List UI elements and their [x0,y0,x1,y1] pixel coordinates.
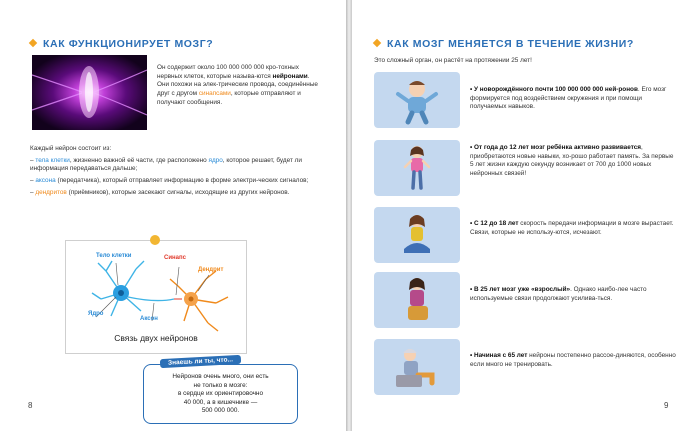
stage-text-4 [470,286,678,303]
label-nucleus: Ядро [88,311,104,317]
right-intro: Это сложный орган, он растёт на протяжении 25 лет! [374,57,532,64]
term-synapses: синапсами [198,90,231,98]
diagram-caption: Связь двух нейронов [114,333,198,343]
left-page [0,0,346,431]
stage-bold: 100 000 000 000 ней-ронов [555,86,638,93]
stage-card-elder [374,339,460,395]
intro-text-1: Он содержит около 100 000 000 000 кро-тохных нервных клеток, которые называ-ются [157,64,299,80]
fact-line: 40 000, а в кишечнике — [183,398,258,406]
part-text-end: , которое решает, будет ли информация передаваться дальше; [30,156,302,173]
stage-bold: Начиная с 65 лет [474,352,528,359]
right-page [352,0,699,431]
part-item [30,157,325,174]
neuron-glow-image [32,55,147,130]
fact-line: не только в мозге: [193,381,248,389]
part-text: , жизненно важной её части, где расположено [69,156,209,164]
stage-rest: нейроны постепенно рассое-диняются, особенно если много не тренировать. [470,352,676,368]
part-item [30,177,325,186]
fact-title: Знаешь ли ты, что... [160,355,241,368]
parts-intro: Каждый нейрон состоит из: [30,145,112,152]
adult-illustration [374,272,460,328]
fact-line: в сердце их ориентировочно [177,390,264,397]
stage-bold: С 12 до 18 лет [474,220,519,227]
neuron-parts [30,145,325,198]
page-number-right: 9 [664,401,669,410]
fact-line: 500 000 000. [201,407,240,414]
stage-rest: скорость передачи информации в мозге вырастает. Связи, которые не использу-ются, исчезают. [470,220,674,236]
teen-illustration [374,207,460,263]
term-cell-body: тела клетки [35,156,70,164]
stage-rest: . Его мозг формируется под воздействием окружения и при помощи получаемых навыков. [470,86,667,111]
stage-rest: , приобретаются новые навыки, хо-рошо работает память. За первые 5 лет жизни каждую секунду возникает от 700 до 1000 новых нейронных связей! [470,144,674,177]
stage-card-teen [374,207,460,263]
stage-lead: • [470,144,475,151]
fact-line: Нейронов очень много, они есть [172,373,269,380]
stage-text-1 [470,86,678,112]
term-neurons: нейронами [272,72,308,80]
right-heading-text: КАК МОЗГ МЕНЯЕТСЯ В ТЕЧЕНИЕ ЖИЗНИ? [387,38,634,50]
diamond-bullet-icon [373,39,381,47]
label-axon: Аксон [140,316,158,322]
stage-card-adult [374,272,460,328]
stage-bold: В 25 лет мозг уже «взрослый» [474,286,571,293]
fact-text [144,373,297,416]
stage-lead: • [470,286,475,293]
label-cell-body: Тело клетки [96,253,132,259]
part-item [30,189,325,198]
baby-illustration [374,72,460,128]
term-axon: аксона [35,177,56,185]
stage-lead: • [470,220,475,227]
part-dash: – [30,177,36,185]
stage-bold: От года до 12 лет мозг ребёнка активно развивается [474,144,642,151]
part-text: (передатчика), который отправляет информацию в форме электри-ческих сигналов; [55,177,309,185]
stage-text-2 [470,144,678,178]
elder-illustration [374,339,460,395]
fact-box [143,356,298,424]
diamond-bullet-icon [29,39,37,47]
stage-text-5 [470,352,678,369]
part-dash: – [30,188,36,196]
right-heading [374,38,634,50]
stage-rest: . Однако наибо-лее часто используемые связи продолжают усилива-ться. [470,286,647,302]
child-illustration [374,140,460,196]
stage-lead: • [470,352,475,359]
label-dendrite: Дендрит [198,267,224,273]
stage-text-3 [470,220,678,237]
neuron-photo [32,55,147,130]
page-number-left: 8 [28,401,33,410]
stage-card-child [374,140,460,196]
term-dendrites: дендритов [35,188,67,196]
neuron-diagram [65,240,247,354]
term-nucleus: ядро [208,156,223,164]
label-synapse: Синапс [164,255,186,261]
intro-text-3: , которые отправляют и получают сообщения. [157,90,301,106]
intro-text-2: . Они похожи на элек-трические провода, соединённые друг с другом [157,72,318,98]
stage-lead: • У новорождённого почти [470,86,556,93]
intro-paragraph [157,64,322,108]
left-heading-text: КАК ФУНКЦИОНИРУЕТ МОЗГ? [43,38,214,50]
stage-card-baby [374,72,460,128]
part-text: (приёмников), которые засекают сигналы, исходящие из других нейронов. [66,188,290,196]
left-heading [30,38,213,50]
part-dash: – [30,156,36,164]
